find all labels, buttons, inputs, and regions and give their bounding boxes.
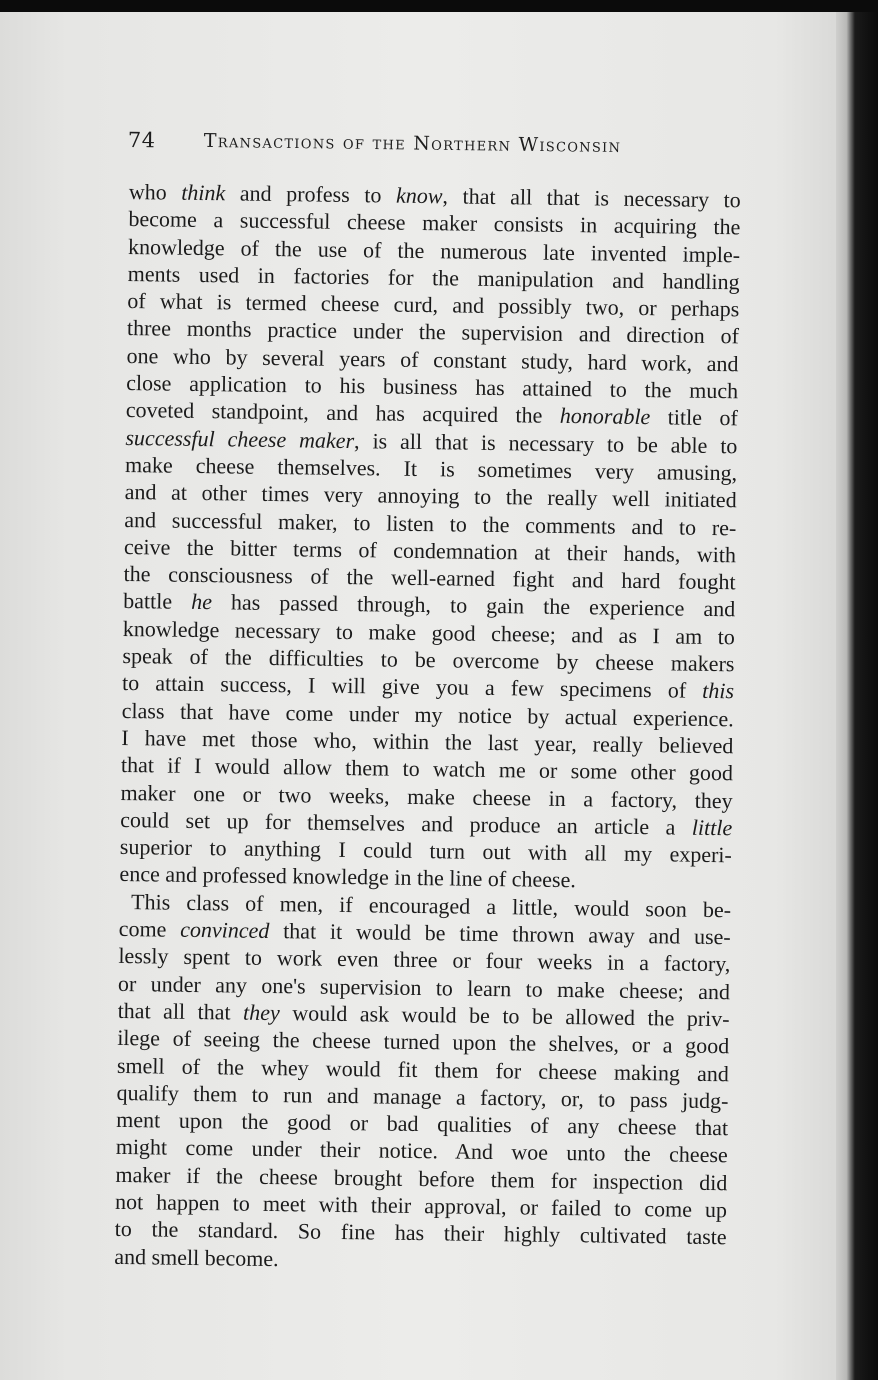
text-segment: and successful maker, to listen to the comments and to re- [124,506,737,540]
text-segment: to the standard. So fine has their highly cultivated taste [114,1216,727,1250]
top-edge-shadow [0,0,878,12]
text-segment: of what is termed cheese curd, and possibly two, or perhaps [127,288,740,322]
text-segment: three months practice under the supervision and direction of [126,315,740,349]
text-segment: one who by several years of constant study, hard work, and [126,342,739,377]
text-segment: that all that [117,997,244,1025]
text-segment: coveted standpoint, and has acquired the [125,397,561,429]
text-segment: has passed through, to gain the experience and [211,589,736,622]
text-segment: , that all that is necessary to [442,183,741,213]
text-segment: class that have come under my notice by actual experience. [121,697,734,731]
text-segment: battle [123,588,192,615]
text-segment: might come under their notice. And woe unto the cheese [115,1134,728,1168]
italic-text: little [691,814,733,841]
text-segment: and profess to [225,180,397,208]
text-segment: ceive the bitter terms of condemnation at their hands, with [123,533,737,568]
text-segment: maker if the cheese brought before them for inspection did [115,1161,728,1195]
paper-page [0,10,843,1380]
italic-text: convinced [180,916,270,943]
italic-text: honorable [559,403,651,430]
text-segment: title of [650,404,738,431]
text-segment: ment upon the good or bad qualities of any cheese that [116,1107,729,1141]
text-segment: lessly spent to work even three or four weeks in a factory, [118,943,731,977]
text-segment: I have met those who, within the last year, really believed [121,724,734,759]
text-segment: could set up for themselves and produce an article a [120,806,693,840]
italic-text: successful cheese maker [125,424,355,453]
running-header [128,128,688,169]
text-segment: ilege of seeing the cheese turned upon the shelves, or a good [117,1025,730,1059]
text-segment: close application to his business has attained to the much [126,370,739,404]
text-segment: come [118,915,181,942]
text-segment: the consciousness of the well-earned fight and hard fought [123,561,736,595]
text-segment: and smell become. [114,1243,279,1271]
book-spine-shadow [836,0,878,1380]
italic-text: know [395,182,443,209]
text-segment: ments used in factories for the manipulation and handling [127,260,740,295]
italic-text: they [242,999,280,1026]
text-segment: not happen to meet with their approval, or failed to come up [114,1188,728,1223]
text-segment: to attain success, I will give you a few specimens of [121,670,703,704]
text-segment: make cheese themselves. It is sometimes very amusing, [124,451,738,486]
text-segment: would ask would be to be allowed the priv- [279,1000,730,1032]
text-segment: speak of the difficulties to be overcome by cheese makers [122,643,735,677]
paragraph-2 [114,888,731,1278]
text-segment: knowledge necessary to make good cheese; and as I am to [122,615,735,650]
text-segment: qualify them to run and manage a factory, or, to pass judg- [116,1079,729,1114]
paragraph-1 [119,178,741,896]
text-segment: , is all that is necessary to be able to [353,427,738,458]
text-segment: and at other times very annoying to the really well initiated [124,479,737,513]
running-title: Transactions of the Northern Wisconsin [203,129,622,158]
text-segment: or under any one's supervision to learn to make cheese; and [117,970,731,1004]
italic-text: he [191,589,213,615]
text-segment: This class of men, if encouraged a little, would soon be- [130,888,732,922]
italic-text: this [702,678,735,704]
text-segment: who [128,178,182,205]
text-segment: smell of the whey would fit them for cheese making and [116,1052,730,1086]
text-segment: superior to anything I could turn out with all my experi- [119,834,733,868]
text-segment: knowledge of the use of the numerous late invented imple- [127,233,741,267]
italic-text: think [181,179,226,206]
text-segment: become a successful cheese maker consists in acquiring the [128,206,741,240]
text-segment: that it would be time thrown away and use- [269,917,731,950]
body-text [114,178,741,1278]
page-number: 74 [127,128,156,153]
text-segment: ence and professed knowledge in the line of cheese. [119,861,576,893]
text-segment: maker one or two weeks, make cheese in a factory, they [120,779,733,813]
text-segment: that if I would allow them to watch me or some other good [120,752,734,786]
